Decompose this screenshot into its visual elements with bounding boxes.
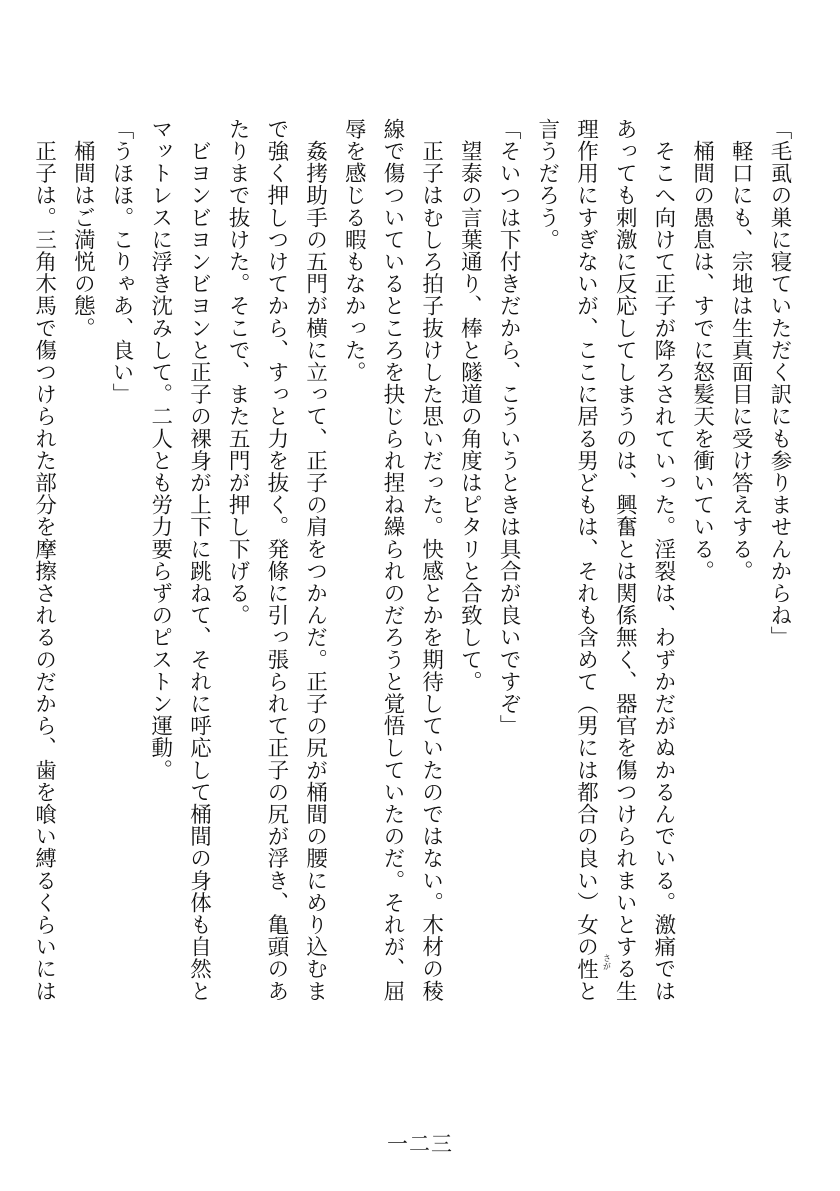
text-line: マットレスに浮き沈みして。二人とも労力要らずのピストン運動。 xyxy=(147,118,173,781)
ruby-base: 性 xyxy=(573,957,599,980)
text-line-with-ruby xyxy=(566,118,612,1003)
text-line: そこへ向けて正子が降ろされていった。淫裂は、わずかだがぬかるんでいる。激痛では xyxy=(650,118,676,1002)
furigana: さが xyxy=(602,953,612,970)
text-line: 「うほほ。こりゃあ、良い」 xyxy=(109,118,135,406)
text-line: 言うだろう。 xyxy=(534,118,560,251)
text-line: 望泰の言葉通り、棒と隧道の角度はピタリと合致して。 xyxy=(457,118,483,693)
text-line: 軽口にも、宗地は生真面目に受け答えする。 xyxy=(728,118,754,583)
text-line: 正子はむしろ拍子抜けした思いだった。快感とかを期待していたのではない。木材の稜 xyxy=(418,118,444,1002)
ruby-word xyxy=(573,953,612,980)
text-line: 「毛虱の巣に寝ていただく訳にも参りませんからね」 xyxy=(767,118,792,649)
text-line: 正子は。三角木馬で傷つけられた部分を摩擦されるのだから、歯を喰い縛るくらいには xyxy=(31,118,57,1002)
text-line-tail: と xyxy=(573,979,599,1003)
text-line: 辱を感じる暇もなかった。 xyxy=(341,118,367,384)
vertical-text-block xyxy=(24,118,798,1003)
text-line: 桶間の愚息は、すでに怒髪天を衝いている。 xyxy=(689,118,715,583)
text-line: 桶間はご満悦の態。 xyxy=(70,118,96,339)
text-line-body: 理作用にすぎないが、ここに居る男どもは、それも含めて（男には都合の良い）女の xyxy=(573,118,599,958)
text-line: ビヨンビヨンビヨンと正子の裸身が上下に跳ねて、それに呼応して桶間の身体も自然と xyxy=(186,118,212,1002)
text-line: で強く押しつけてから、すっと力を抜く。発條に引っ張られて正子の尻が浮き、亀頭のあ xyxy=(263,118,289,1002)
text-line: 線で傷ついているところを抉じられ捏ね繰られのだろうと覚悟していたのだ。それが、屈 xyxy=(379,118,405,1002)
text-line: 姦拷助手の五門が横に立って、正子の肩をつかんだ。正子の尻が桶間の腰にめり込むま xyxy=(302,118,328,1002)
text-line: 「そいつは下付きだから、こういうときは具合が良いですぞ」 xyxy=(496,118,522,737)
page-number: 一二三 xyxy=(387,1132,453,1156)
text-line: あっても刺激に反応してしまうのは、興奮とは関係無く、器官を傷つけられまいとする生 xyxy=(612,118,638,1002)
text-line: たりまで抜けた。そこで、また五門が押し下げる。 xyxy=(225,118,251,627)
